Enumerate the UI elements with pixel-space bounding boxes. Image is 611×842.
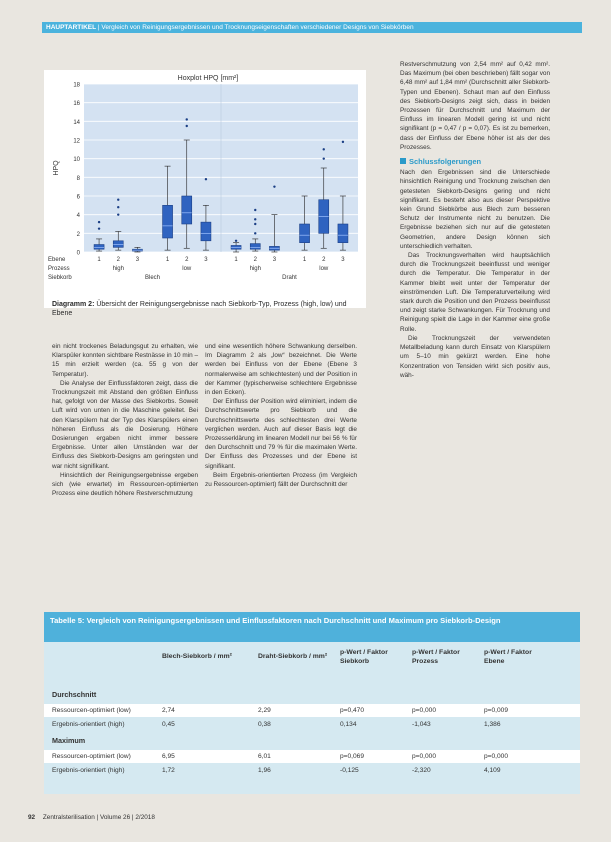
ebene-tick-label: 2 <box>253 257 257 263</box>
paragraph: Nach den Ergebnissen sind die Unterschiede hinsichtlich Reinigung und Trocknung zwischen den getesteten Siebkorb-Designs gering und nicht signifikant. Es besteht also aus dieser Perspektive kein Grund Siebkörbe aus Blech zum besseren Schutz der Instrumente nicht zu benutzen. Die Ergebnisse beziehen sich nur auf die getesteten Geometrien, andere Design können sich unterschiedlich verhalten. <box>400 169 550 250</box>
table-cell: 2,29 <box>258 707 271 714</box>
outlier-point <box>186 118 188 120</box>
table-cell: Ergebnis-orientiert (high) <box>52 721 125 728</box>
outlier-point <box>254 232 256 234</box>
siebkorb-label: Blech <box>144 275 161 281</box>
paragraph: Das Trocknungsverhalten wird hauptsächlich durch die Trocknungszeit beeinflusst und weniger durch die Temperatur. Die Temperatur in der Kammer bleibt weit unter der Temperatur der einströmenden Luft. Die Temperaturverteilung wird stark durch die Position und den Prozess beeinflusst und zeigt starke Schwankungen. Für Trocknung und Reinigung spielt die Lage in der Kammer eine große Rolle. <box>400 252 550 333</box>
table-cell: p=0,000 <box>412 753 437 760</box>
chart-svg <box>44 70 366 308</box>
ebene-tick-label: 2 <box>322 257 326 263</box>
table-cell: p=0,069 <box>340 753 365 760</box>
table-row <box>44 704 580 717</box>
table-row <box>44 764 580 777</box>
ebene-tick-label: 2 <box>116 257 120 263</box>
table-cell: Ergebnis-orientiert (high) <box>52 767 125 774</box>
siebkorb-label: Draht <box>282 275 297 281</box>
boxplot-chart <box>44 70 366 308</box>
square-bullet-icon <box>400 158 406 164</box>
prozess-label: high <box>249 266 261 272</box>
outlier-point <box>186 125 188 127</box>
table-cell: -2,320 <box>412 767 431 774</box>
prozess-label: low <box>319 266 329 272</box>
paragraph: Die Analyse der Einflussfaktoren zeigt, dass die Trocknungszeit mit Abstand den größten Einfluss hat, gefolgt von der Masse des Siebkorbs. Soweit Luft wird von unten in die Maschine geleitet. Bei den Klarspülern hat der Typ des Klarspülers einen höheren Einfluss als die Dosierung. Höhere Dosierungen ergaben nicht immer bessere Ergebnisse. Unter allen Umständen war der Einfluss des Siebkorb-Designs am geringsten und war nicht signifikant. <box>52 379 198 470</box>
outlier-point <box>273 185 275 187</box>
table-cell: p=0,000 <box>412 707 437 714</box>
y-tick-label: 16 <box>73 101 80 108</box>
table-cell: 6,01 <box>258 753 271 760</box>
ebene-tick-label: 3 <box>272 257 277 263</box>
header-section: HAUPTARTIKEL <box>46 24 97 31</box>
table-cell: 1,386 <box>484 721 501 728</box>
ebene-tick-label: 1 <box>234 257 238 263</box>
ebene-tick-label: 1 <box>165 257 170 263</box>
table-cell: p=0,009 <box>484 707 509 714</box>
journal-reference: Zentralsterilisation | Volume 26 | 2/2018 <box>42 814 155 821</box>
text-column-1 <box>52 342 198 498</box>
text-column-2 <box>205 342 357 489</box>
y-tick-label: 14 <box>73 119 80 126</box>
box <box>300 224 310 243</box>
paragraph: Die Trocknungszeit der verwendeten Metallbeladung kann durch Einsatz von Klarspülern um 5–10 min gekürzt werden. Eine hohe Konzentration von Tensiden wirkt sich positiv aus, wäh- <box>400 334 550 379</box>
table-cell: 4,109 <box>484 767 501 774</box>
outlier-point <box>235 240 237 242</box>
box <box>182 196 192 224</box>
row-label: Siebkorb <box>48 275 72 281</box>
y-tick-label: 8 <box>76 175 80 182</box>
figure-caption <box>52 300 362 318</box>
ebene-tick-label: 3 <box>341 257 345 263</box>
header-separator: | <box>97 24 102 31</box>
table-cell: 6,95 <box>162 753 175 760</box>
column-header: Draht-Siebkorb / mm² <box>258 653 328 660</box>
table-group-label <box>44 734 580 747</box>
outlier-point <box>205 178 207 180</box>
outlier-point <box>117 206 119 208</box>
group-label: Durchschnitt <box>52 690 97 699</box>
ebene-tick-label: 1 <box>97 257 101 263</box>
box <box>163 205 173 238</box>
prozess-label: high <box>112 266 124 272</box>
outlier-point <box>254 223 256 225</box>
ebene-tick-label: 1 <box>302 257 307 263</box>
section-heading-text: Schlussfolgerungen <box>409 157 482 167</box>
y-tick-label: 0 <box>76 250 80 257</box>
outlier-point <box>342 141 344 143</box>
box <box>94 245 104 250</box>
section-heading <box>400 157 550 166</box>
table-cell: -0,125 <box>340 767 359 774</box>
table-cell: 1,96 <box>258 767 271 774</box>
table-cell: Ressourcen-optimiert (low) <box>52 707 131 714</box>
box <box>250 244 260 250</box>
paragraph: Hinsichtlich der Reinigungsergebnisse ergeben sich (wie erwartet) im Ressourcen-optimierten Prozess eine deutlich höhere Restverschmutzung <box>52 471 198 498</box>
row-label: Ebene <box>48 257 66 263</box>
outlier-point <box>98 221 100 223</box>
outlier-point <box>323 148 325 150</box>
column-header: p-Wert / Faktor Ebene <box>484 649 532 665</box>
table-cell: -1,043 <box>412 721 431 728</box>
outlier-point <box>117 213 119 215</box>
table-row <box>44 718 580 731</box>
row-label: Prozess <box>48 266 70 272</box>
table-cell: p=0,470 <box>340 707 365 714</box>
column-header: p-Wert / Faktor Siebkorb <box>340 649 388 665</box>
outlier-point <box>98 227 100 229</box>
y-tick-label: 12 <box>73 138 80 145</box>
table-cell: 2,74 <box>162 707 175 714</box>
column-header: p-Wert / Faktor Prozess <box>412 649 460 665</box>
page-footer <box>28 814 155 821</box>
running-header <box>42 22 582 33</box>
table-cell: 0,45 <box>162 721 175 728</box>
outlier-point <box>254 218 256 220</box>
y-tick-label: 18 <box>73 82 80 89</box>
column-header: Blech-Siebkorb / mm² <box>162 653 232 660</box>
y-tick-label: 6 <box>76 194 80 201</box>
table-header-row <box>44 646 580 690</box>
box <box>201 222 211 241</box>
paragraph: Der Einfluss der Position wird eliminiert, indem die Durchschnittswerte pro Siebkorb und die Durchschnittswerte des schlechtesten drei Werte verglichen werden. Auch auf dieser Basis legt die Prozesserklärung im linearen Modell nur bei 56 % für den Durchschnitt und 79 % für die maximalen Werte. Der Einfluss des Prozesses und der Ebene ist signifikant. <box>205 398 357 470</box>
page-number: 92 <box>28 814 36 821</box>
table-row <box>44 750 580 763</box>
outlier-point <box>323 157 325 159</box>
y-axis-label: HPQ <box>53 160 60 176</box>
box <box>113 241 123 248</box>
caption-text: Übersicht der Reinigungsergebnisse nach Siebkorb-Typ, Prozess (high, low) und Ebene <box>52 301 347 317</box>
header-title: Vergleich von Reinigungsergebnissen und Trocknungseigenschaften verschiedener Designs von Siebkörben <box>101 24 414 31</box>
table-cell: 1,72 <box>162 767 175 774</box>
paragraph: Beim Ergebnis-orientierten Prozess (im Vergleich zu Ressourcen-optimiert) fällt der Durchschnitt der <box>205 471 357 489</box>
y-tick-label: 10 <box>73 157 80 164</box>
box <box>338 224 348 243</box>
table-cell: 0,134 <box>340 721 357 728</box>
caption-label: Diagramm 2: <box>52 301 95 308</box>
table-group-label <box>44 688 580 701</box>
results-table <box>44 612 580 794</box>
table-cell: Ressourcen-optimiert (low) <box>52 753 131 760</box>
chart-title: Hoxplot HPQ [mm²] <box>177 75 239 82</box>
text-column-3 <box>400 60 550 380</box>
paragraph: Restverschmutzung von 2,54 mm² auf 0,42 mm². Das Maximum (bei oben beschrieben) fällt sogar von 6,48 mm² auf 1,84 mm² (Durchschnitt aller Siebkorb-Typen und Ebenen). Schaut man auf den Einfluss des Siebkorb-Designs zeigt sich, dass in beiden Prozessen für Durchschnitt und Maximum der Einfluss im linearen Modell gering ist und nicht signifikant (p = 0,47 / p = 0,07). Es ist zu bemerken, dass der Einfluss der Ebene höher ist als der des Prozesses. <box>400 61 550 151</box>
table-cell: p=0,000 <box>484 753 509 760</box>
outlier-point <box>117 199 119 201</box>
outlier-point <box>254 209 256 211</box>
group-label: Maximum <box>52 736 86 745</box>
ebene-tick-label: 3 <box>204 257 208 263</box>
table-cell: 0,38 <box>258 721 271 728</box>
y-tick-label: 2 <box>76 231 80 238</box>
prozess-label: low <box>182 266 192 272</box>
ebene-tick-label: 2 <box>185 257 189 263</box>
paragraph: ein nicht trockenes Beladungsgut zu erhalten, wie Klarspüler konnten sichtbare Restnässe in 10 min – 15 min erzielt werden (ca. 55 g von der Temperatur). <box>52 343 198 378</box>
table-title: Tabelle 5: Vergleich von Reinigungsergebnissen und Einflussfaktoren nach Durchschnitt und Maximum pro Siebkorb-Design <box>44 612 580 642</box>
ebene-tick-label: 3 <box>135 257 140 263</box>
paragraph: und eine wesentlich höhere Schwankung derselben. Im Diagramm 2 als „low“ bezeichnet. Die Werte werden bei Einfluss von der Ebene (Ebene 3 normalerweise am schlechtesten) und der Position in der Kammer (typischerweise schlechtere Ergebnisse in den Ecken). <box>205 343 357 397</box>
y-tick-label: 4 <box>76 213 80 220</box>
